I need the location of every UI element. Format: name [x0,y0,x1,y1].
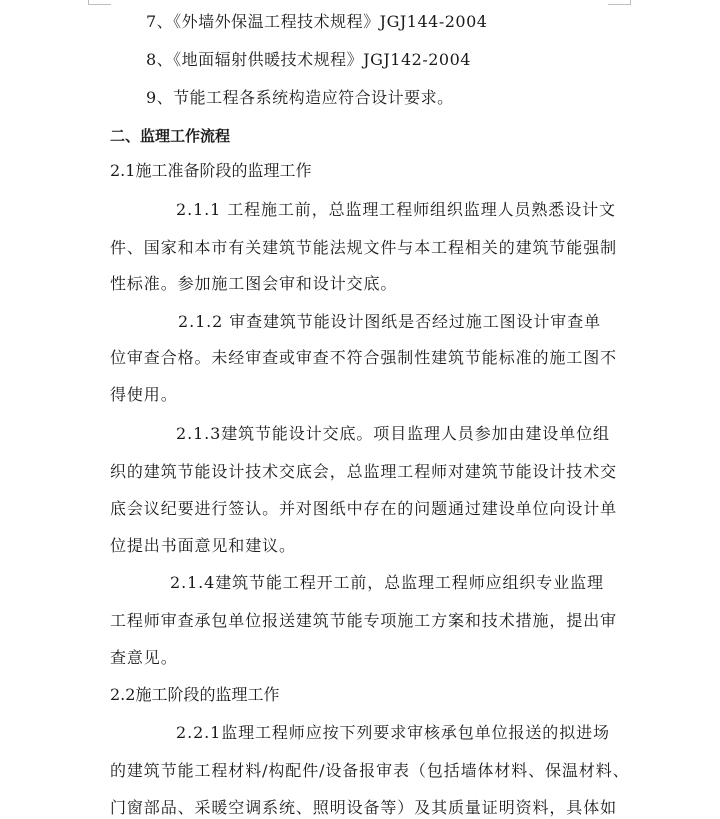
paragraph-2-2-1-line-1: 2.2.1监理工程师应按下列要求审核承包单位报送的拟进场 [176,723,610,742]
paragraph-2-1-4-line-1: 2.1.4建筑节能工程开工前，总监理工程师应组织专业监理 [170,573,604,592]
reference-item-9: 9、节能工程各系统构造应符合设计要求。 [146,88,454,107]
paragraph-2-1-4-line-3: 查意见。 [110,648,178,667]
paragraph-2-1-4-line-2: 工程师审查承包单位报送建筑节能专项施工方案和技术措施，提出审 [110,611,618,630]
paragraph-2-1-2-line-1: 2.1.2 审查建筑节能设计图纸是否经过施工图设计审查单 [178,312,601,331]
paragraph-2-1-2-line-3: 得使用。 [110,385,178,404]
paragraph-2-1-2-line-2: 位审查合格。未经审查或审查不符合强制性建筑节能标准的施工图不 [110,348,618,367]
reference-item-8: 8、《地面辐射供暖技术规程》JGJ142-2004 [146,50,471,69]
paragraph-2-1-3-line-2: 织的建筑节能设计技术交底会，总监理工程师对建筑节能设计技术交 [110,462,618,481]
paragraph-2-2-1-line-2: 的建筑节能工程材料/构配件/设备报审表（包括墙体材料、保温材料、 [110,761,630,780]
page-corner-mark-right [608,0,631,5]
section-heading: 二、监理工作流程 [110,127,231,145]
paragraph-2-1-1-line-1: 2.1.1 工程施工前，总监理工程师组织监理人员熟悉设计文 [176,200,616,219]
reference-item-7: 7、《外墙外保温工程技术规程》JGJ144-2004 [146,12,488,31]
paragraph-2-1-1-line-2: 件、国家和本市有关建筑节能法规文件与本工程相关的建筑节能强制 [110,238,618,257]
subsection-heading-2-2: 2.2施工阶段的监理工作 [110,685,280,704]
paragraph-2-1-3-line-1: 2.1.3建筑节能设计交底。项目监理人员参加由建设单位组 [176,424,610,443]
page-corner-mark-left [88,0,111,5]
subsection-heading-2-1: 2.1施工准备阶段的监理工作 [110,161,312,180]
paragraph-2-1-3-line-4: 位提出书面意见和建议。 [110,536,296,555]
paragraph-2-2-1-line-3: 门窗部品、采暖空调系统、照明设备等）及其质量证明资料，具体如 [110,798,618,817]
paragraph-2-1-3-line-3: 底会议纪要进行签认。并对图纸中存在的问题通过建设单位向设计单 [110,499,618,518]
paragraph-2-1-1-line-3: 性标准。参加施工图会审和设计交底。 [110,274,398,293]
